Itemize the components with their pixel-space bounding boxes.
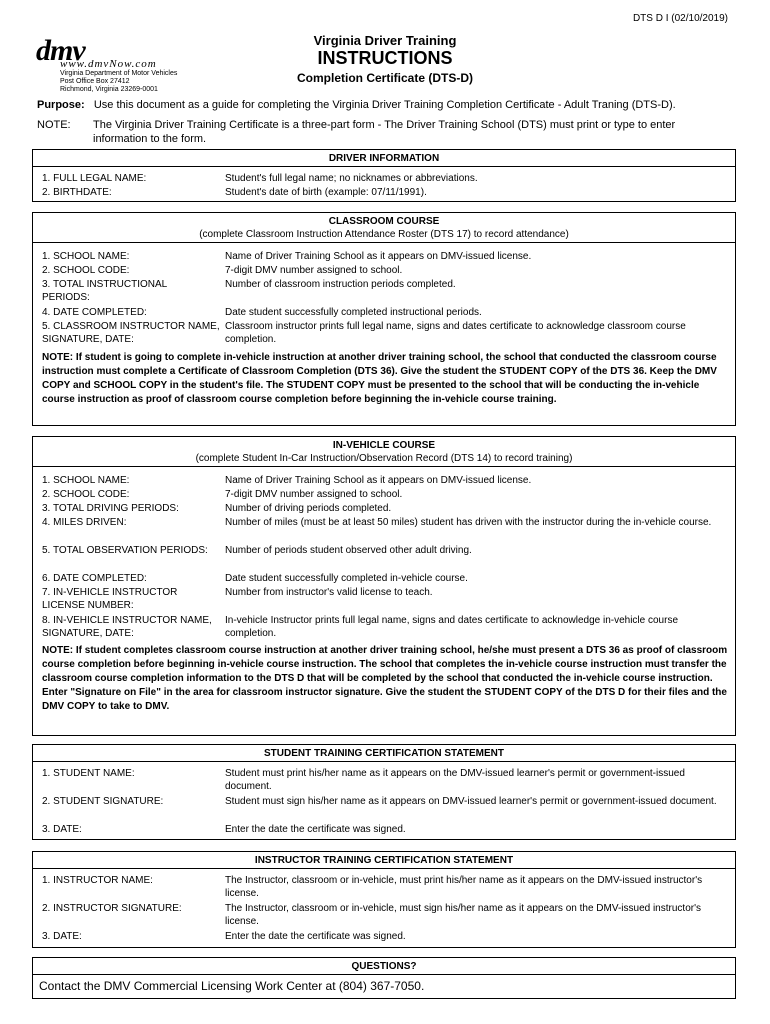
- field-label: 2. BIRTHDATE:: [42, 187, 112, 198]
- in-vehicle-note: NOTE: If student completes classroom course instruction at another driver training school, he/she must present a DTS 36 as proof of classroom course completion before beginning in-vehicle course instruction. The school that completes the in-vehicle course instruction must transfer the classroom course completion information to the DTS D that will be completed by the school that conducted the in-vehicle course instruction. Enter "Signature on File" in the area for classroom instructor signature. Give the student the STUDENT COPY of the DTS D for their files and the DMV COPY to take to DMV.: [42, 645, 728, 712]
- field-label: 1. FULL LEGAL NAME:: [42, 173, 147, 184]
- note-label: NOTE:: [37, 119, 71, 131]
- field-label: 1. INSTRUCTOR NAME:: [42, 875, 153, 886]
- dmv-address: [60, 70, 177, 94]
- section-subtitle: (complete Classroom Instruction Attendance Roster (DTS 17) to record attendance): [199, 229, 569, 240]
- questions-section: [32, 957, 736, 999]
- field-label: 4. DATE COMPLETED:: [42, 307, 147, 318]
- field-description: Student must print his/her name as it appears on the DMV-issued learner's permit or government-issued document.: [225, 768, 685, 792]
- field-description: In-vehicle Instructor prints full legal name, signs and dates certificate to acknowledge in-vehicle course completion.: [225, 615, 679, 639]
- field-label: 6. DATE COMPLETED:: [42, 573, 147, 584]
- classroom-note: NOTE: If student is going to complete in-vehicle instruction at another driver training school, the school that conducted the classroom course instruction must complete a Certificate of Classroom Completion (DTS 36). Give the student the STUDENT COPY of the DTS 36. Keep the DMV COPY and SCHOOL COPY in the student's file. The STUDENT COPY must be presented to the school that will be conducting the in-vehicle course instruction as proof of classroom course completion before beginning the in-vehicle course training.: [42, 352, 717, 405]
- field-label: 1. SCHOOL NAME:: [42, 251, 130, 262]
- section-subtitle: (complete Student In-Car Instruction/Observation Record (DTS 14) to record training): [195, 453, 573, 464]
- classroom-course-section: [32, 212, 736, 426]
- address-line: Post Office Box 27412: [60, 78, 130, 85]
- header-subtitle: Completion Certificate (DTS-D): [296, 71, 473, 85]
- field-description: Number from instructor's valid license to teach.: [225, 587, 433, 598]
- field-description: The Instructor, classroom or in-vehicle, must sign his/her name as it appears on the DMV-issued instructor's license.: [225, 903, 701, 927]
- in-vehicle-course-section: [32, 436, 736, 736]
- field-label: 4. MILES DRIVEN:: [42, 517, 127, 528]
- section-title-block: [33, 437, 735, 467]
- purpose-label: Purpose:: [37, 99, 85, 111]
- form-number: DTS D I (02/10/2019): [632, 13, 728, 24]
- purpose-text: Use this document as a guide for completing the Virginia Driver Training Completion Certificate - Adult Traning (DTS-D).: [93, 99, 676, 111]
- section-title-block: [33, 213, 735, 243]
- field-label: 1. SCHOOL NAME:: [42, 475, 130, 486]
- section-title: INSTRUCTOR TRAINING CERTIFICATION STATEMENT: [33, 852, 735, 869]
- field-label: 2. SCHOOL CODE:: [42, 489, 130, 500]
- field-label: 8. IN-VEHICLE INSTRUCTOR NAME, SIGNATURE, DATE:: [42, 615, 212, 639]
- field-label: 2. SCHOOL CODE:: [42, 265, 130, 276]
- field-label: 5. TOTAL OBSERVATION PERIODS:: [42, 545, 208, 556]
- field-description: Student must sign his/her name as it appears on DMV-issued learner's permit or government-issued document.: [225, 796, 717, 807]
- field-description: Name of Driver Training School as it appears on DMV-issued license.: [225, 475, 532, 486]
- field-description: 7-digit DMV number assigned to school.: [225, 489, 403, 500]
- field-label: 2. STUDENT SIGNATURE:: [42, 796, 164, 807]
- driver-information-section: [32, 149, 736, 202]
- field-label: 2. INSTRUCTOR SIGNATURE:: [42, 903, 182, 914]
- field-description: Date student successfully completed in-vehicle course.: [225, 573, 468, 584]
- purpose: [37, 99, 676, 111]
- field-description: Number of miles (must be at least 50 miles) student has driven with the instructor during the in-vehicle course.: [225, 517, 712, 528]
- field-description: Date student successfully completed instructional periods.: [225, 307, 482, 318]
- field-description: Student's date of birth (example: 07/11/1991).: [225, 187, 427, 198]
- section-title: QUESTIONS?: [33, 958, 735, 975]
- field-label: 1. STUDENT NAME:: [42, 768, 135, 779]
- section-title: CLASSROOM COURSE: [328, 216, 440, 227]
- field-description: Enter the date the certificate was signed.: [225, 931, 406, 942]
- dmv-logo: [36, 34, 206, 96]
- field-description: The Instructor, classroom or in-vehicle, must print his/her name as it appears on the DMV-issued instructor's license.: [225, 875, 703, 899]
- section-title: DRIVER INFORMATION: [33, 150, 735, 167]
- field-label: 3. DATE:: [42, 931, 82, 942]
- section-title: IN-VEHICLE COURSE: [332, 440, 436, 451]
- student-certification-section: [32, 744, 736, 840]
- field-description: Number of periods student observed other adult driving.: [225, 545, 472, 556]
- dmv-logo-mark: dmv: [36, 34, 85, 67]
- dmv-website: www.dmvNow.com: [60, 58, 157, 70]
- field-description: 7-digit DMV number assigned to school.: [225, 265, 403, 276]
- field-label: 3. TOTAL INSTRUCTIONAL PERIODS:: [42, 279, 167, 303]
- field-description: Classroom instructor prints full legal name, signs and dates certificate to acknowledge classroom course completion.: [225, 321, 686, 345]
- field-label: 3. TOTAL DRIVING PERIODS:: [42, 503, 179, 514]
- field-description: Enter the date the certificate was signed.: [225, 824, 406, 835]
- contact-text: Contact the DMV Commercial Licensing Work Center at (804) 367-7050.: [39, 979, 425, 993]
- instructor-certification-section: [32, 851, 736, 948]
- header-program: Virginia Driver Training: [313, 33, 457, 48]
- field-description: Student's full legal name; no nicknames or abbreviations.: [225, 173, 478, 184]
- address-line: Richmond, Virginia 23269-0001: [60, 86, 158, 93]
- page-title: INSTRUCTIONS: [317, 48, 453, 68]
- field-description: Name of Driver Training School as it appears on DMV-issued license.: [225, 251, 532, 262]
- field-label: 3. DATE:: [42, 824, 82, 835]
- field-description: Number of driving periods completed.: [225, 503, 392, 514]
- address-line: Virginia Department of Motor Vehicles: [60, 70, 178, 77]
- field-description: Number of classroom instruction periods completed.: [225, 279, 456, 290]
- field-label: 7. IN-VEHICLE INSTRUCTOR LICENSE NUMBER:: [42, 587, 178, 611]
- section-title: STUDENT TRAINING CERTIFICATION STATEMENT: [33, 745, 735, 762]
- field-label: 5. CLASSROOM INSTRUCTOR NAME, SIGNATURE, DATE:: [42, 321, 220, 345]
- note-text: The Virginia Driver Training Certificate is a three-part form - The Driver Training School (DTS) must print or type to enter information to the form.: [93, 119, 676, 145]
